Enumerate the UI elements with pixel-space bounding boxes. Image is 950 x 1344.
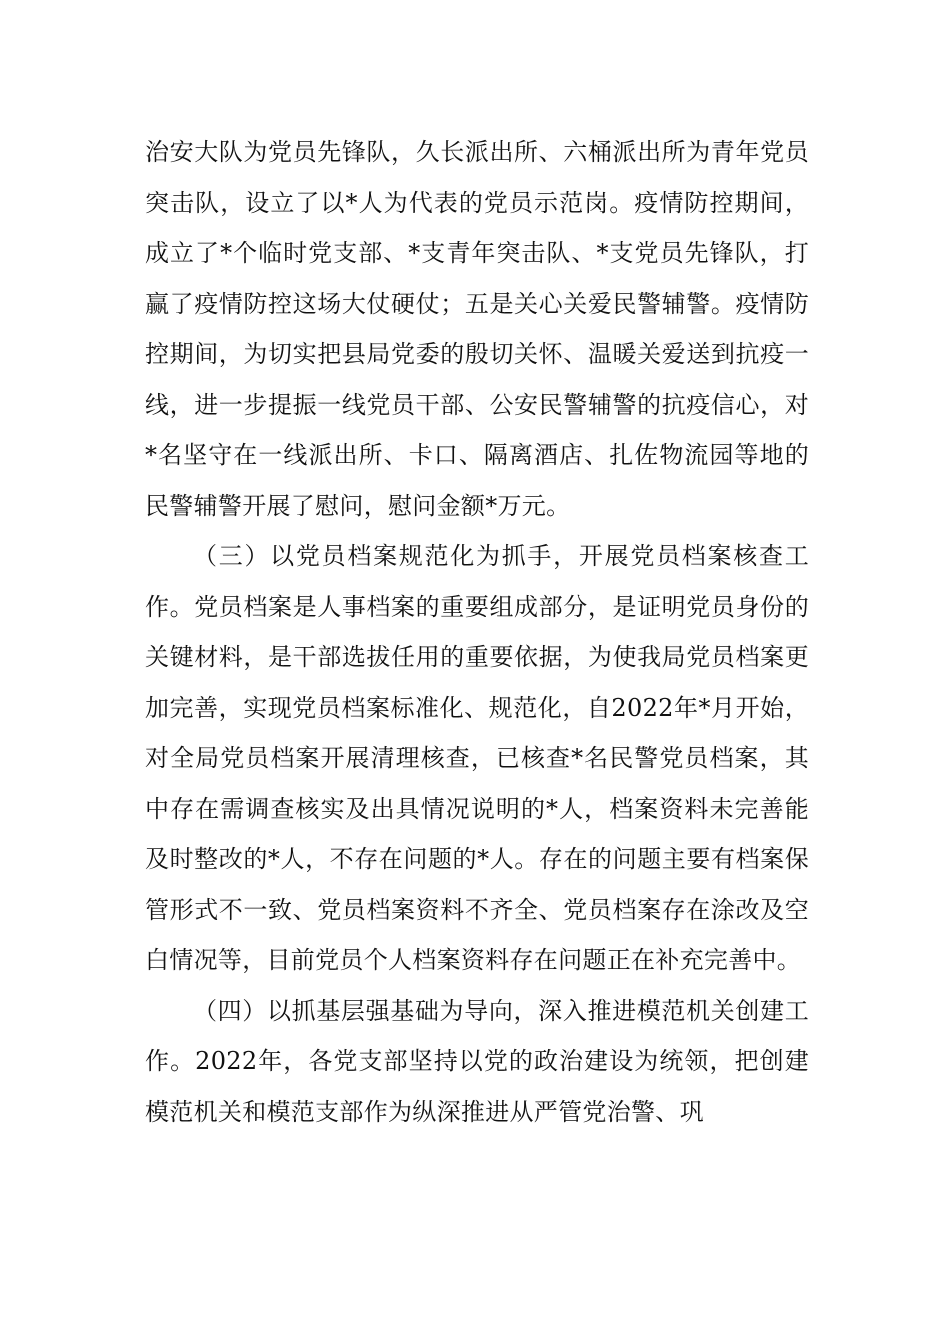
paragraph-continued: 治安大队为党员先锋队，久长派出所、六桶派出所为青年党员突击队，设立了以*人为代表的党员示范岗。疫情防控期间，成立了*个临时党支部、*支青年突击队、*支党员先锋队，打赢了疫情防控这场大仗硬仗；五是关心关爱民警辅警。疫情防控期间，为切实把县局党委的殷切关怀、温暖关爱送到抗疫一线，进一步提振一线党员干部、公安民警辅警的抗疫信心，对*名坚守在一线派出所、卡口、隔离酒店、扎佐物流园等地的民警辅警开展了慰问，慰问金额*万元。: [145, 138, 809, 520]
paragraph-section-four: （四）以抓基层强基础为导向，深入推进模范机关创建工作。2022年，各党支部坚持以党的政治建设为统领，把创建模范机关和模范支部作为纵深推进从严管党治警、巩: [145, 996, 809, 1126]
document-body: [145, 127, 809, 1137]
paragraph-section-three: （三）以党员档案规范化为抓手，开展党员档案核查工作。党员档案是人事档案的重要组成部分，是证明党员身份的关键材料，是干部选拔任用的重要依据，为使我局党员档案更加完善，实现党员档案标准化、规范化，自2022年*月开始，对全局党员档案开展清理核查，已核查*名民警党员档案，其中存在需调查核实及出具情况说明的*人，档案资料未完善能及时整改的*人，不存在问题的*人。存在的问题主要有档案保管形式不一致、党员档案资料不齐全、党员档案存在涂改及空白情况等，目前党员个人档案资料存在问题正在补充完善中。: [145, 542, 809, 974]
